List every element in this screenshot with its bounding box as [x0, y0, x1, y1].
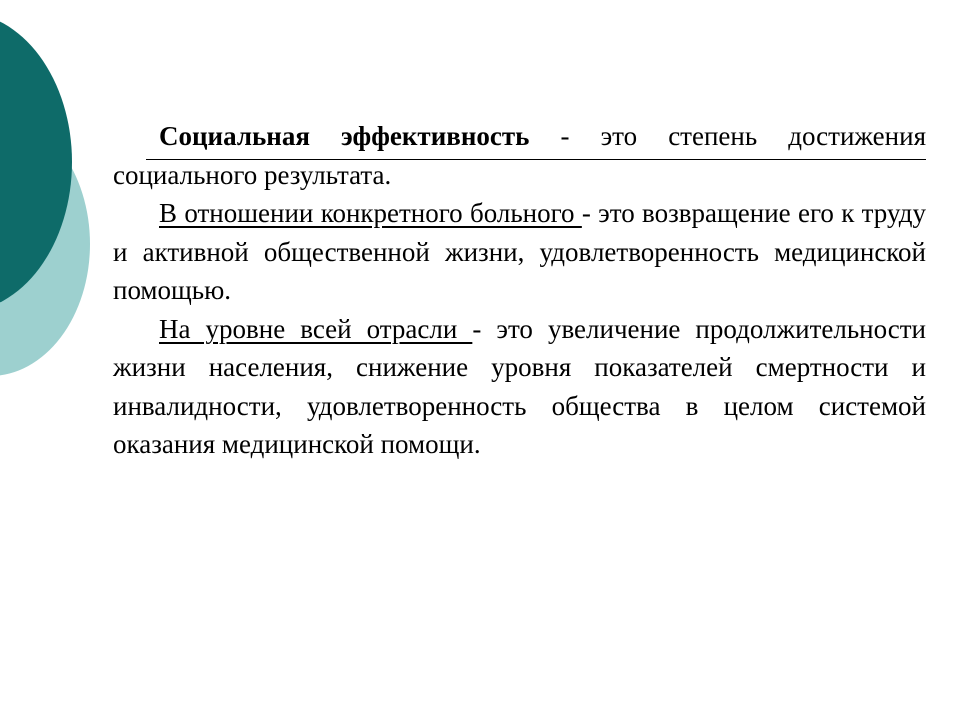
- definition-term: Социальная эффективность: [159, 121, 530, 151]
- patient-text: - это возвращение его к труду и активной общественной жизни, удовлетворенность медицинской помощью.: [113, 198, 926, 305]
- definition-paragraph: [113, 117, 926, 194]
- definition-text: - это степень достижения социального результата.: [113, 121, 926, 190]
- patient-paragraph: [113, 194, 926, 310]
- slide-body: [113, 117, 926, 464]
- patient-label: В отношении конкретного больного: [159, 198, 582, 228]
- industry-label: На уровне всей отрасли: [159, 313, 473, 344]
- definition-rule-line: [146, 159, 926, 160]
- industry-text: - это увеличение продолжительности жизни населения, снижение уровня показателей смертности и инвалидности, удовлетворенность общества в целом системой оказания медицинской помощи.: [113, 313, 926, 459]
- industry-paragraph: [113, 310, 926, 464]
